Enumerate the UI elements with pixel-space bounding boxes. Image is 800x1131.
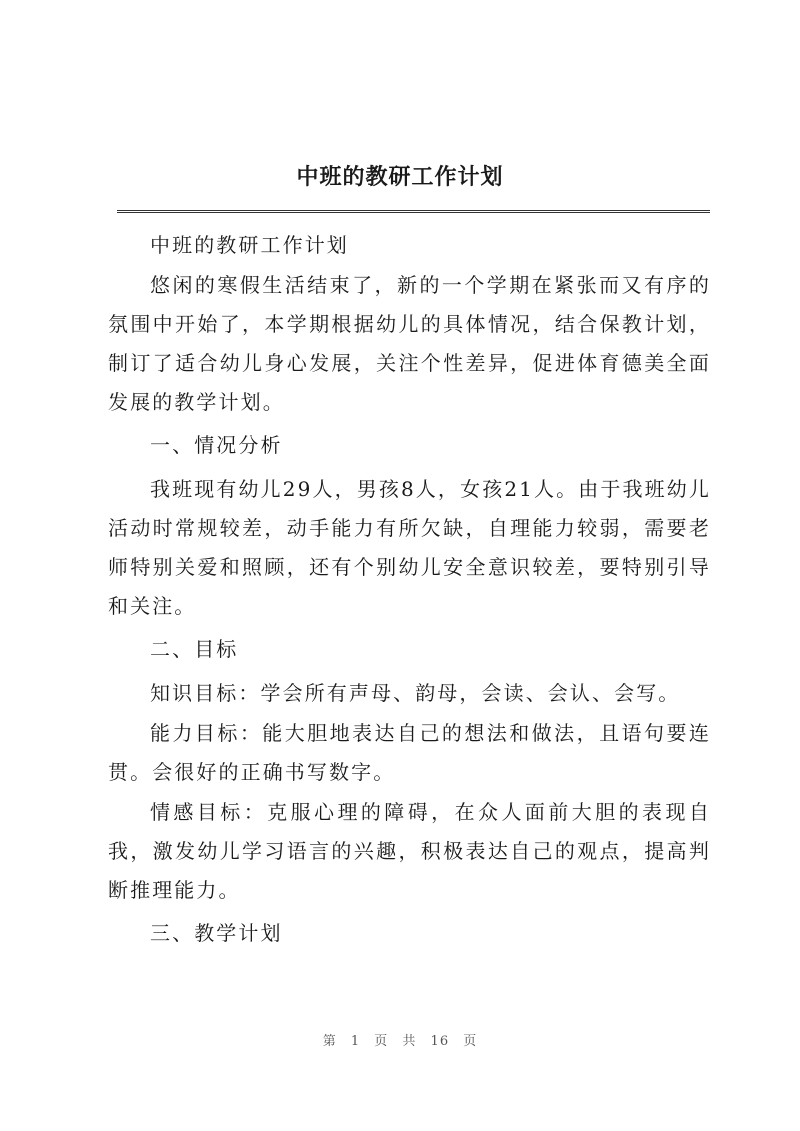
section-heading-teaching-plan: 三、教学计划 xyxy=(150,921,283,945)
page-title: 中班的教研工作计划 xyxy=(296,164,504,190)
title-divider xyxy=(117,210,710,213)
ability-goal-paragraph: 能力目标：能大胆地表达自己的想法和做法，且语句要连贯。会很好的正确书写数字。 xyxy=(108,721,711,784)
intro-paragraph: 悠闲的寒假生活结束了，新的一个学期在紧张而又有序的氛围中开始了，本学期根据幼儿的具体情况，结合保教计划，制订了适合幼儿身心发展，关注个性差异，促进体育德美全面发展的教学计划。 xyxy=(108,273,711,414)
page-footer: 第 1 页 共 16 页 xyxy=(322,1034,478,1049)
subtitle-paragraph: 中班的教研工作计划 xyxy=(150,233,349,257)
knowledge-goal-paragraph: 知识目标：学会所有声母、韵母，会读、会认、会写。 xyxy=(150,681,681,705)
situation-paragraph: 我班现有幼儿29人，男孩8人，女孩21人。由于我班幼儿活动时常规较差，动手能力有所欠缺，自理能力较弱，需要老师特别关爱和照顾，还有个别幼儿安全意识较差，要特别引导和关注。 xyxy=(108,477,711,618)
emotion-goal-paragraph: 情感目标：克服心理的障碍，在众人面前大胆的表现自我，激发幼儿学习语言的兴趣，积极表达自己的观点，提高判断推理能力。 xyxy=(108,800,711,902)
document-body xyxy=(108,226,711,958)
section-heading-situation: 一、情况分析 xyxy=(150,433,283,457)
section-heading-goals: 二、目标 xyxy=(150,637,239,661)
